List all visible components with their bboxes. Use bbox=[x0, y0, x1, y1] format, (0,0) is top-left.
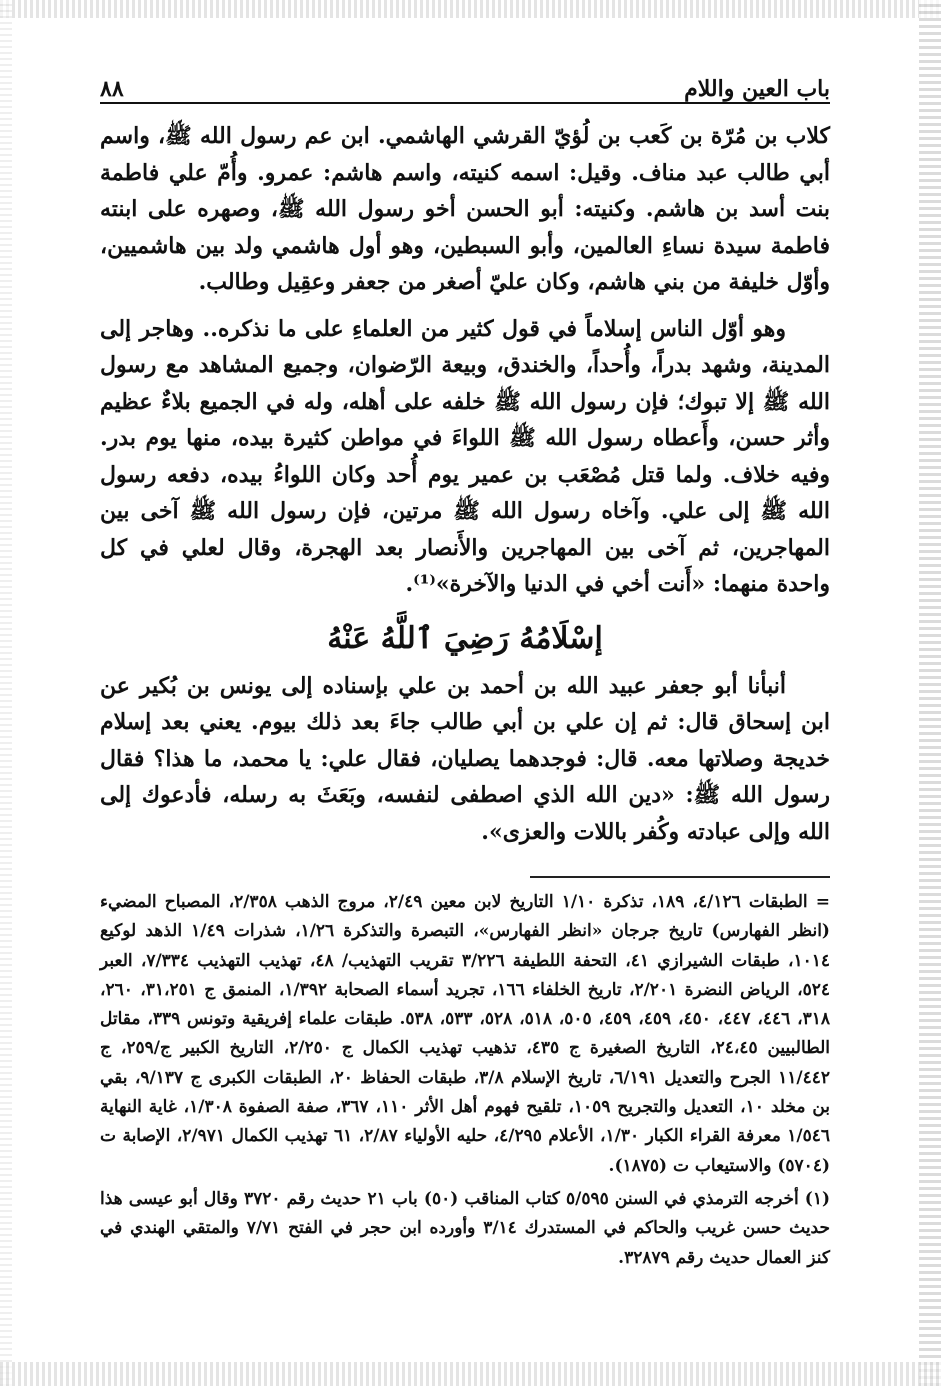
running-title: باب العين واللام bbox=[684, 76, 830, 102]
section-heading: إسْلَامُهُ رَضِيَ ٱللَّهُ عَنْهُ bbox=[327, 620, 603, 656]
page-number: ٨٨ bbox=[100, 76, 124, 102]
main-text bbox=[100, 118, 830, 850]
footnote-1 bbox=[100, 1185, 830, 1273]
footnotes bbox=[100, 888, 830, 1273]
scan-edge-right bbox=[919, 0, 941, 1386]
footnote-1-marker: (١) bbox=[804, 1188, 830, 1209]
page-header bbox=[100, 66, 830, 104]
scan-edge-top bbox=[0, 0, 941, 18]
paragraph-lineage: كلاب بن مُرّة بن كَعب بن لُؤيّ القرشي الهاشمي. ابن عم رسول الله ﷺ، واسم أبي طالب عبد مناف. وقيل: اسمه كنيته، واسم هاشم: عمرو. وأُمّ علي فاطمة بنت أسد بن هاشم. وكنيته: أبو الحسن أخو رسول الله ﷺ، وصهره على ابنته فاطمة سيدة نساءِ العالمين، وأبو السبطين، وهو أول هاشمي ولد بين هاشميين، وأوّل خليفة من بني هاشم، وكان عليّ أصغر من جعفر وعقِيل وطالب. bbox=[100, 123, 830, 295]
scan-edge-bottom bbox=[0, 1362, 941, 1386]
footnote-1-text: أخرجه الترمذي في السنن ٥/٥٩٥ كتاب المناقب (٥٠) باب ٢١ حديث رقم ٣٧٢٠ وقال أبو عيسى هذا حديث حسن غريب والحاكم في المستدرك ٣/١٤ وأورده ابن حجر في الفتح ٧/٧١ والمتقي الهندي في كنز العمال حديث رقم ٣٢٨٧٩. bbox=[100, 1188, 830, 1268]
paragraph-first-muslim: وهو أوّل الناس إسلاماً في قول كثير من العلماءِ على ما نذكره.. وهاجر إلى المدينة، وشهد بدراً، وأُحداً، والخندق، وبيعة الرّضوان، وجميع المشاهد مع رسول الله ﷺ إلا تبوك؛ فإن رسول الله ﷺ خلفه على أهله، وله في الجميع بلاءٌ عظيم وأثر حسن، وأَعطاه رسول الله ﷺ اللواءَ في مواطن كثيرة بيده، منها يوم بدر. وفيه خلاف. ولما قتل مُصْعَب بن عمير يوم أُحد وكان اللواءُ بيده، دفعه رسول الله ﷺ إلى علي. وآخاه رسول الله ﷺ مرتين، فإن رسول الله ﷺ آخى بين المهاجرين، ثم آخى بين المهاجرين والأَنصار بعد الهجرة، وقال لعلي في كل واحدة منهما: «أَنت أخي في الدنيا والآخرة»⁽¹⁾. bbox=[100, 315, 830, 597]
footnote-continued: = الطبقات ٤/١٢٦، ١٨٩، تذكرة ١/١٠ التاريخ لابن معين ٢/٤٩، مروج الذهب ٢/٣٥٨، المصباح المضيء (انظر الفهارس) تاريخ جرجان «انظر الفهارس»، التبصرة والتذكرة ١/٢٦، شذرات ١/٤٩ الذهد لوكيع ١٠١٤، طبقات الشيرازي ٤١، التحفة اللطيفة ٣/٢٢٦ تقريب التهذيب/ ٤٨، تهذيب التهذيب ٧/٣٣٤، العبر ٥٢٤، الرياض النضرة ٢/٢٠١، تاريخ الخلفاء ١٦٦، تجريد أسماء الصحابة ١/٣٩٢، المنمق ج ٣١،٢٥١، ٢٦٠، ٣١٨، ٤٤٦، ٤٤٧، ٤٥٠، ٤٥٩، ٤٥٩، ٥٠٥، ٥١٨، ٥٢٨، ٥٣٣، ٥٣٨. طبقات علماء إفريقية وتونس ٣٣٩، مقاتل الطالبيين ٢٤،٤٥، التاريخ الصغيرة ج ٤٣٥، تذهيب تهذيب الكمال ج ٢/٢٥٠، التاريخ الكبير ج/٢٥٩، ج ١١/٤٤٢ الجرح والتعديل ٦/١٩١، تاريخ الإسلام ٣/٨، طبقات الحفاظ ٢٠، الطبقات الكبرى ج ٩/١٣٧، بقي بن مخلد ١٠، التعديل والتجريح ١٠٥٩، تلقيح فهوم أهل الأثر ١١٠، ٣٦٧، صفة الصفوة ١/٣٠٨، غاية النهاية ١/٥٤٦ معرفة القراء الكبار ١/٣٠، الأعلام ٤/٢٩٥، حليه الأولياء ٢/٨٧، ٦١ تهذيب الكمال ٢/٩٧١، الإصابة ت (٥٧٠٤) والاستيعاب ت (١٨٧٥). bbox=[100, 892, 831, 1176]
footnote-separator bbox=[530, 876, 830, 878]
paragraph-conversion: أنبأنا أبو جعفر عبيد الله بن أحمد بن علي بإسناده إلى يونس بن بُكير عن ابن إسحاق قال: ثم إن علي بن أبي طالب جاءَ بعد ذلك بيوم. يعني بعد إسلام خديجة وصلاتها معه. قال: فوجدهما يصليان، فقال علي: يا محمد، ما هذا؟ فقال رسول الله ﷺ: «دين الله الذي اصطفى لنفسه، وبَعَثَ به رسله، فأدعوك إلى الله وإلى عبادته وكُفر باللات والعزى». bbox=[100, 672, 830, 845]
book-page bbox=[100, 66, 830, 1273]
scan-edge-left bbox=[0, 0, 12, 1386]
